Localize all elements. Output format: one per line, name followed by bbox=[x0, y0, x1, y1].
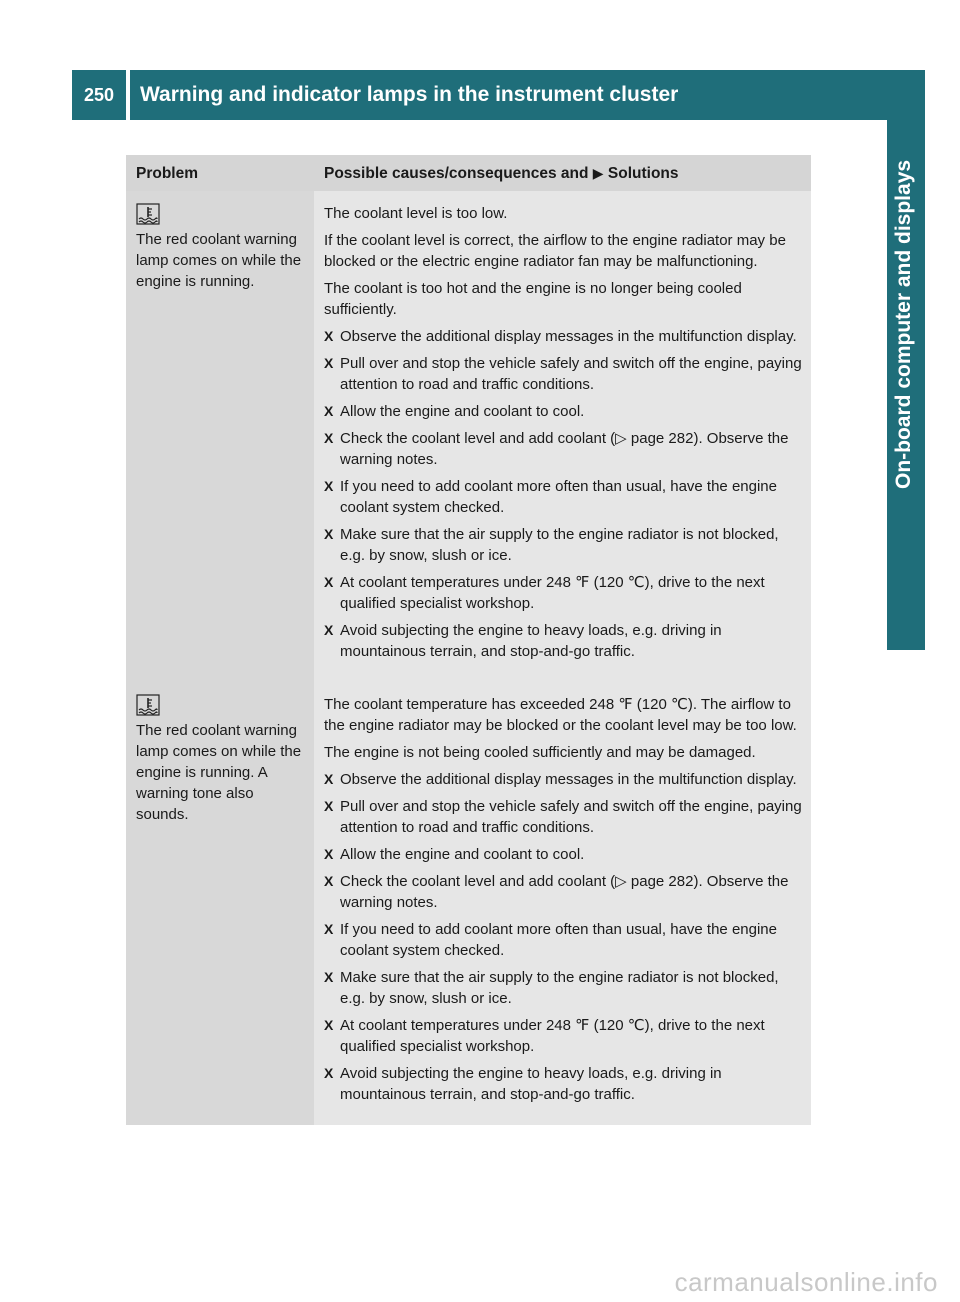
step-text: Allow the engine and coolant to cool. bbox=[340, 403, 585, 420]
step-text: At coolant temperatures under 248 ℉ (120 ℃), drive to the next qualified specialist workshop. bbox=[340, 574, 765, 612]
step-text: At coolant temperatures under 248 ℉ (120 ℃), drive to the next qualified specialist workshop. bbox=[340, 1017, 765, 1055]
step-marker-icon: X bbox=[324, 526, 334, 542]
list-item bbox=[324, 353, 807, 395]
step-text: Avoid subjecting the engine to heavy loads, e.g. driving in mountainous terrain, and stop-and-go traffic. bbox=[340, 1065, 722, 1103]
step-marker-icon: X bbox=[324, 430, 334, 446]
step-marker-icon: X bbox=[324, 873, 334, 889]
list-item bbox=[324, 326, 807, 347]
step-marker-icon: X bbox=[324, 478, 334, 494]
list-item bbox=[324, 524, 807, 566]
step-text: Pull over and stop the vehicle safely and switch off the engine, paying attention to road and traffic conditions. bbox=[340, 798, 802, 836]
solution-arrow-icon: ▶ bbox=[592, 164, 604, 181]
list-item bbox=[324, 1015, 807, 1057]
header-solutions-prefix: Possible causes/consequences and bbox=[324, 164, 589, 182]
step-marker-icon: X bbox=[324, 328, 334, 344]
list-item bbox=[324, 844, 807, 865]
cause-text: The coolant level is too low. bbox=[324, 205, 508, 222]
step-marker-icon: X bbox=[324, 798, 334, 814]
step-text: Observe the additional display messages in the multifunction display. bbox=[340, 771, 797, 788]
page-number: 250 bbox=[83, 84, 115, 105]
step-text: Allow the engine and coolant to cool. bbox=[340, 846, 585, 863]
coolant-temperature-icon bbox=[136, 694, 160, 716]
problem-cell bbox=[126, 682, 314, 1125]
header-solutions-suffix: Solutions bbox=[607, 164, 679, 182]
list-item bbox=[324, 620, 807, 662]
step-text: If you need to add coolant more often than usual, have the engine coolant system checked. bbox=[340, 921, 777, 959]
solution-cell bbox=[314, 682, 811, 1125]
problem-cell bbox=[126, 191, 314, 682]
problem-text: The red coolant warning lamp comes on while the engine is running. bbox=[136, 231, 302, 290]
step-marker-icon: X bbox=[324, 921, 334, 937]
step-text: Check the coolant level and add coolant (▷ page 282). Observe the warning notes. bbox=[340, 873, 789, 911]
header-divider bbox=[126, 70, 130, 120]
step-marker-icon: X bbox=[324, 771, 334, 787]
step-text: Make sure that the air supply to the engine radiator is not blocked, e.g. by snow, slush or ice. bbox=[340, 526, 779, 564]
list-item bbox=[324, 1063, 807, 1105]
step-text: Check the coolant level and add coolant (▷ page 282). Observe the warning notes. bbox=[340, 430, 789, 468]
solution-cell bbox=[314, 191, 811, 682]
step-marker-icon: X bbox=[324, 1017, 334, 1033]
cause-text: If the coolant level is correct, the airflow to the engine radiator may be blocked or the electric engine radiator fan may be malfunctioning. bbox=[324, 232, 786, 270]
step-text: Make sure that the air supply to the engine radiator is not blocked, e.g. by snow, slush or ice. bbox=[340, 969, 779, 1007]
cause-text: The coolant is too hot and the engine is no longer being cooled sufficiently. bbox=[324, 280, 742, 318]
step-marker-icon: X bbox=[324, 403, 334, 419]
list-item bbox=[324, 919, 807, 961]
header-problem: Problem bbox=[126, 155, 314, 191]
list-item bbox=[324, 572, 807, 614]
step-text: Pull over and stop the vehicle safely and switch off the engine, paying attention to road and traffic conditions. bbox=[340, 355, 802, 393]
step-text: Avoid subjecting the engine to heavy loads, e.g. driving in mountainous terrain, and stop-and-go traffic. bbox=[340, 622, 722, 660]
watermark: carmanualsonline.info bbox=[674, 1267, 938, 1297]
list-item bbox=[324, 871, 807, 913]
step-marker-icon: X bbox=[324, 355, 334, 371]
problem-solution-table bbox=[126, 155, 811, 1125]
coolant-temperature-icon bbox=[136, 203, 160, 225]
page-title: Warning and indicator lamps in the instrument cluster bbox=[140, 83, 679, 106]
solution-steps bbox=[324, 769, 807, 1105]
step-text: If you need to add coolant more often than usual, have the engine coolant system checked. bbox=[340, 478, 777, 516]
list-item bbox=[324, 476, 807, 518]
list-item bbox=[324, 769, 807, 790]
table-header-row bbox=[126, 155, 811, 191]
step-marker-icon: X bbox=[324, 969, 334, 985]
problem-text: The red coolant warning lamp comes on while the engine is running. A warning tone also sounds. bbox=[136, 722, 302, 823]
step-text: Observe the additional display messages in the multifunction display. bbox=[340, 328, 797, 345]
step-marker-icon: X bbox=[324, 846, 334, 862]
cause-text: The coolant temperature has exceeded 248 ℉ (120 ℃). The airflow to the engine radiator may be blocked or the coolant level may be too low. bbox=[324, 696, 797, 734]
solution-steps bbox=[324, 326, 807, 662]
list-item bbox=[324, 428, 807, 470]
step-marker-icon: X bbox=[324, 622, 334, 638]
table-row bbox=[126, 191, 811, 682]
step-marker-icon: X bbox=[324, 1065, 334, 1081]
list-item bbox=[324, 796, 807, 838]
list-item bbox=[324, 401, 807, 422]
step-marker-icon: X bbox=[324, 574, 334, 590]
list-item bbox=[324, 967, 807, 1009]
table-row bbox=[126, 682, 811, 1125]
cause-text: The engine is not being cooled sufficiently and may be damaged. bbox=[324, 744, 756, 761]
side-tab-label: On-board computer and displays bbox=[892, 160, 915, 490]
header-solutions bbox=[314, 155, 811, 191]
